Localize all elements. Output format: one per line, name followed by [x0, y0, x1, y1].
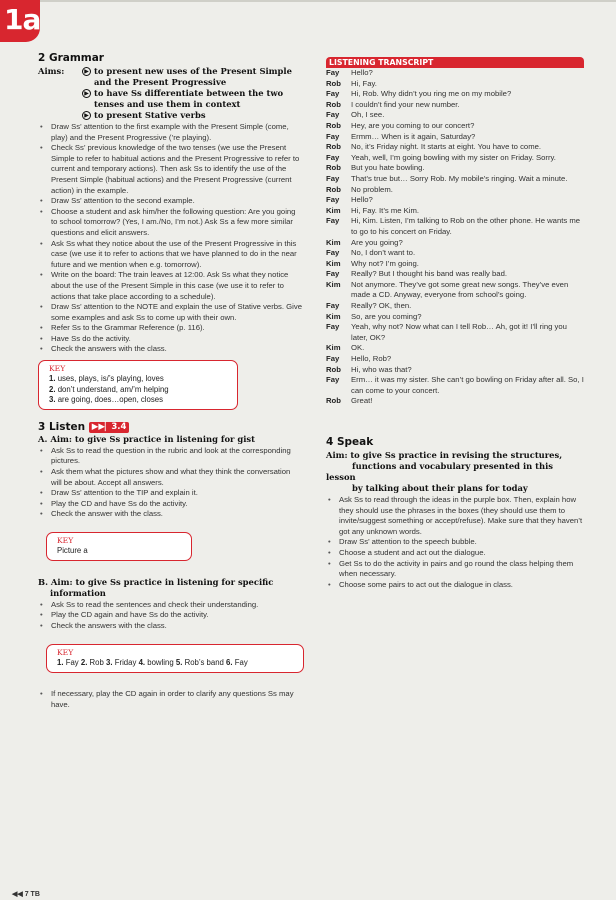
- speaker-name: Fay: [326, 89, 340, 99]
- speaker-line: Hi, Kim. Listen, I’m talking to Rob on the other phone. He wants me to go to his concert on Friday.: [351, 216, 581, 236]
- key-label: KEY: [57, 536, 74, 545]
- speaker-line: Yeah, why not? Now what can I tell Rob… Ah, got it! I’ll ring you later, OK?: [351, 322, 567, 342]
- step-item: • Check the answers with the class.: [38, 621, 302, 632]
- transcript-line: [326, 216, 584, 237]
- key-label: KEY: [49, 364, 66, 374]
- speaker-line: Erm… it was my sister. She can’t go bowling on Friday after all. So, I can come to your concert.: [351, 375, 584, 395]
- step-item: • Ask them what the pictures show and what they think the conversation will be about. Accept all answers.: [38, 467, 302, 488]
- speaker-line: Hi, Fay. It’s me Kim.: [351, 205, 420, 215]
- grammar-key-box: [38, 360, 238, 410]
- speaker-line: Hello?: [351, 195, 373, 205]
- transcript-line: [326, 100, 584, 111]
- step-item: • Ask Ss to read through the ideas in the purple box. Then, explain how they should use the phrases in the boxes (they should use them to invite/suggest something or accept/refuse). Make sure that they haven’t got any unknown words.: [326, 495, 584, 537]
- speaker-name: Fay: [326, 131, 340, 141]
- top-rule: [40, 0, 616, 2]
- transcript-line: [326, 354, 584, 365]
- transcript-line: [326, 153, 584, 164]
- transcript-line: [326, 163, 584, 174]
- speaker-line: So, are you coming?: [351, 311, 422, 321]
- step-item: • Play the CD and have Ss do the activity.: [38, 499, 302, 510]
- speaker-line: That’s true but… Sorry Rob. My mobile’s ringing. Wait a minute.: [351, 173, 568, 183]
- speaker-name: Rob: [326, 142, 341, 152]
- transcript-line: [326, 312, 584, 323]
- speaker-name: Fay: [326, 354, 340, 364]
- speaker-name: Fay: [326, 301, 340, 311]
- speaker-name: Fay: [326, 269, 340, 279]
- right-column: [326, 57, 584, 590]
- speaker-line: Oh, I see.: [351, 110, 385, 120]
- unit-number: 1a: [4, 3, 41, 36]
- grammar-title: 2 Grammar: [38, 52, 104, 64]
- speaker-line: Hi, who was that?: [351, 364, 412, 374]
- speaker-name: Rob: [326, 396, 341, 406]
- transcript-line: [326, 68, 584, 79]
- step-item: • Play the CD again and have Ss do the activity.: [38, 610, 302, 621]
- transcript-line: [326, 195, 584, 206]
- speaker-name: Fay: [326, 68, 340, 77]
- transcript-line: [326, 79, 584, 90]
- play-circle-icon: ▶: [82, 89, 91, 98]
- key-line: 2. don’t understand, am/’m helping: [49, 384, 169, 394]
- step-item: • Have Ss do the activity.: [38, 334, 302, 345]
- speaker-line: I couldn’t find your new number.: [351, 99, 460, 109]
- speaker-line: Really? But I thought his band was really bad.: [351, 269, 507, 279]
- play-circle-icon: ▶: [82, 67, 91, 76]
- key-label: KEY: [57, 648, 74, 658]
- speaker-line: Why not? I’m going.: [351, 258, 419, 268]
- transcript-line: [326, 259, 584, 270]
- speaker-line: Hi, Fay.: [351, 78, 377, 88]
- transcript-line: [326, 89, 584, 100]
- step-item: • Refer Ss to the Grammar Reference (p. 116).: [38, 323, 302, 334]
- listen-aim-b: B. Aim: to give Ss practice in listening for specific information: [38, 576, 274, 598]
- listen-b-steps: [38, 600, 302, 632]
- transcript-line: [326, 121, 584, 132]
- transcript-line: [326, 174, 584, 185]
- transcript-line: [326, 206, 584, 217]
- speaker-name: Rob: [326, 184, 341, 194]
- cd-track-badge: ▶▶▏3.4: [89, 422, 130, 433]
- speak-section: [326, 436, 584, 590]
- transcript-line: [326, 396, 584, 407]
- step-item: • Ask Ss to read the sentences and check their understanding.: [38, 600, 302, 611]
- transcript-body: [326, 68, 584, 407]
- speaker-name: Fay: [326, 173, 340, 183]
- grammar-aims: [38, 66, 302, 121]
- transcript-line: [326, 269, 584, 280]
- speaker-name: Kim: [326, 311, 341, 321]
- speaker-line: Great!: [351, 396, 373, 406]
- speaker-line: Really? OK, then.: [351, 301, 412, 311]
- step-item: • Choose a student and act out the dialogue.: [326, 548, 584, 559]
- left-column: [38, 52, 302, 710]
- speaker-name: Fay: [326, 375, 340, 385]
- speaker-line: Hello, Rob?: [351, 354, 392, 364]
- speaker-line: Yeah, well, I’m going bowling with my sister on Friday. Sorry.: [351, 152, 556, 162]
- key-line: 3. are going, does…open, closes: [49, 395, 164, 405]
- listen-section: [38, 421, 302, 710]
- speaker-line: Not anymore. They’ve got some great new songs. They’ve even made a CD. Anyway, everyone from school’s going.: [351, 279, 569, 300]
- step-item: • Choose some pairs to act out the dialogue in class.: [326, 580, 584, 591]
- aim-text: to present Stative verbs: [94, 110, 206, 120]
- speaker-name: Fay: [326, 248, 340, 258]
- step-item: • Draw Ss’ attention to the NOTE and explain the use of Stative verbs. Give some examples and ask Ss to come up with their own.: [38, 302, 302, 323]
- speaker-line: Ermm… When is it again, Saturday?: [351, 131, 476, 141]
- speaker-name: Kim: [326, 237, 341, 247]
- step-item: • Ask Ss what they notice about the use of the Present Progressive in this case (we use it to refer to actions that we have planned to do in the near future and we mention when e.g. tomorrow).: [38, 239, 302, 271]
- aim-item: [82, 88, 302, 110]
- step-item: • Get Ss to do the activity in pairs and go round the class helping them when necessary.: [326, 559, 584, 580]
- speaker-name: Fay: [326, 216, 340, 226]
- listen-final-steps: [38, 689, 302, 710]
- transcript-line: [326, 322, 584, 343]
- speaker-line: Hi, Rob. Why didn’t you ring me on my mobile?: [351, 89, 512, 99]
- speaker-line: OK.: [351, 343, 365, 353]
- speaker-name: Fay: [326, 110, 340, 120]
- transcript-line: [326, 185, 584, 196]
- transcript-line: [326, 110, 584, 121]
- aim-text: to have Ss differentiate between the two tenses and use them in context: [94, 88, 284, 109]
- speaker-name: Fay: [326, 152, 340, 162]
- key-line: 1. Fay 2. Rob 3. Friday 4. bowling 5. Rob’s band 6. Fay: [57, 658, 248, 668]
- transcript-title: LISTENING TRANSCRIPT: [326, 57, 584, 68]
- speaker-line: Hello?: [351, 68, 373, 77]
- step-item: • Draw Ss’ attention to the TIP and explain it.: [38, 488, 302, 499]
- aim-text: to present new uses of the Present Simple and the Present Progressive: [94, 66, 292, 87]
- speaker-name: Kim: [326, 205, 341, 215]
- listen-title: 3 Listen ▶▶▏3.4: [38, 421, 302, 434]
- speaker-name: Rob: [326, 78, 341, 88]
- transcript-line: [326, 280, 584, 301]
- transcript-line: [326, 301, 584, 312]
- speaker-name: Rob: [326, 120, 341, 130]
- key-line: Picture a: [57, 546, 88, 555]
- page-footer: ◀◀ 7 TB: [12, 891, 40, 898]
- speak-title: 4 Speak: [326, 436, 374, 448]
- speak-steps: [326, 495, 584, 590]
- speaker-name: Rob: [326, 99, 341, 109]
- transcript-line: [326, 132, 584, 143]
- transcript-line: [326, 343, 584, 354]
- transcript-line: [326, 238, 584, 249]
- speaker-name: Kim: [326, 343, 341, 353]
- key-line: 1. uses, plays, is/’s playing, loves: [49, 374, 164, 384]
- step-item: • Draw Ss’ attention to the speech bubble.: [326, 537, 584, 548]
- step-item: • Choose a student and ask him/her the following question: Are you going to school tomorrow? (Yes, I am./No, I’m not.) Ask Ss a few more similar questions and elicit answers.: [38, 207, 302, 239]
- speak-aim: Aim: to give Ss practice in revising the structures, functions and vocabulary presented in this lesson by talking about their plans for today: [326, 450, 563, 493]
- step-item: • Write on the board: The train leaves at 12:00. Ask Ss what they notice about the use of the Present Simple in this case (we use it to refer to actions that take place according to a schedule).: [38, 270, 302, 302]
- step-item: • Draw Ss’ attention to the first example with the Present Simple (come, play) and the Present Progressive (’re playing).: [38, 122, 302, 143]
- transcript-line: [326, 248, 584, 259]
- transcript-line: [326, 142, 584, 153]
- transcript-line: [326, 375, 584, 396]
- step-item: • Check the answer with the class.: [38, 509, 302, 520]
- speaker-line: But you hate bowling.: [351, 163, 425, 173]
- grammar-steps: [38, 122, 302, 355]
- transcript-section: [326, 57, 584, 407]
- speaker-name: Fay: [326, 322, 340, 332]
- speaker-name: Kim: [326, 258, 341, 268]
- speaker-name: Kim: [326, 279, 341, 289]
- aim-item: [82, 66, 302, 88]
- speaker-line: Are you going?: [351, 237, 403, 247]
- step-item: • Check Ss’ previous knowledge of the two tenses (we use the Present Simple to refer to habitual actions and the Present Progressive to refer to current and temporary actions). Then ask Ss to identify the use of the Present Simple (habitual actions) and the Present Progressive (current action) in the example.: [38, 143, 302, 196]
- grammar-section: [38, 52, 302, 410]
- step-item: • If necessary, play the CD again in order to clarify any questions Ss may have.: [38, 689, 302, 710]
- aims-label: Aims:: [38, 66, 65, 76]
- speaker-line: No problem.: [351, 184, 393, 194]
- step-item: • Ask Ss to read the question in the rubric and look at the corresponding pictures.: [38, 446, 302, 467]
- unit-tab: [0, 0, 40, 42]
- transcript-line: [326, 365, 584, 376]
- play-circle-icon: ▶: [82, 111, 91, 120]
- speaker-line: No, it’s Friday night. It starts at eight. You have to come.: [351, 142, 542, 152]
- speaker-line: Hey, are you coming to our concert?: [351, 120, 475, 130]
- listen-b-key-box: [46, 644, 304, 673]
- listen-aim-a: A. Aim: to give Ss practice in listening for gist: [38, 433, 255, 444]
- listen-a-steps: [38, 446, 302, 520]
- speaker-line: No, I don’t want to.: [351, 248, 416, 258]
- step-item: • Draw Ss’ attention to the second example.: [38, 196, 302, 207]
- aim-item: [82, 110, 302, 121]
- speaker-name: Fay: [326, 195, 340, 205]
- listen-a-key-box: [46, 532, 192, 561]
- step-item: • Check the answers with the class.: [38, 344, 302, 355]
- speaker-name: Rob: [326, 163, 341, 173]
- speaker-name: Rob: [326, 364, 341, 374]
